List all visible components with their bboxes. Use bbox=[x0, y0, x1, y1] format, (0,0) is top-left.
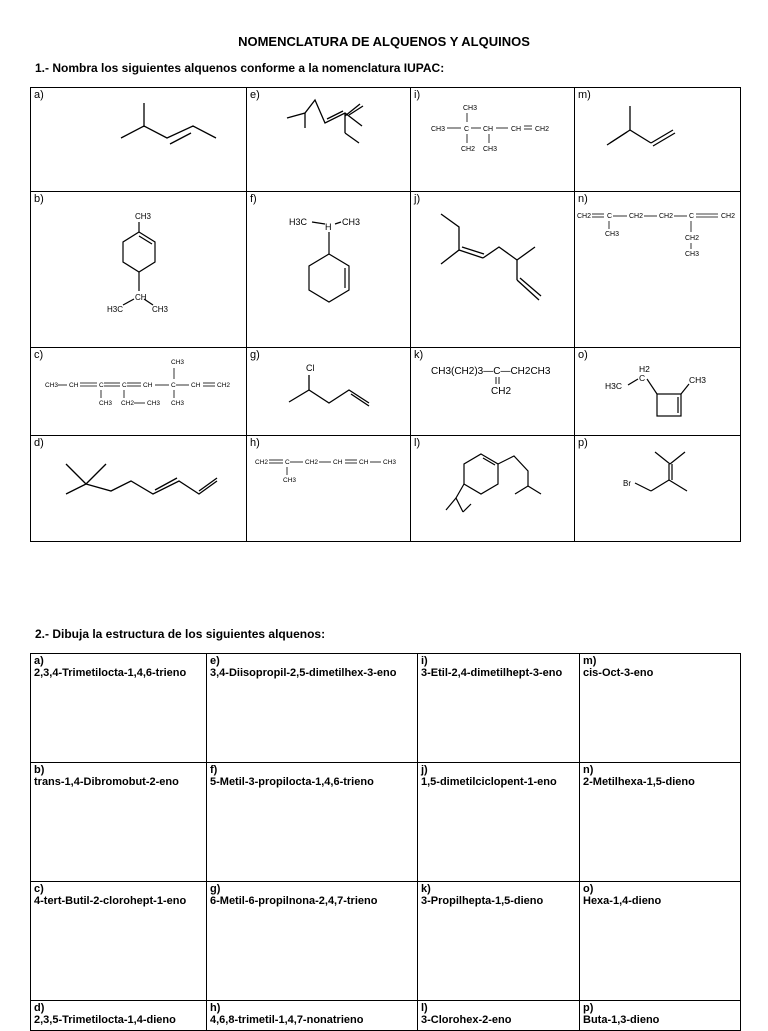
structure-k bbox=[411, 348, 575, 436]
structure-n bbox=[575, 192, 741, 348]
draw-cell[interactable] bbox=[207, 882, 418, 1001]
cell-label: b) bbox=[34, 764, 45, 776]
naming-table bbox=[30, 87, 741, 542]
compound-name: 6-Metil-6-propilnona-2,4,7-trieno bbox=[210, 895, 378, 907]
compound-name: cis-Oct-3-eno bbox=[583, 667, 654, 679]
svg-text:CH2: CH2 bbox=[577, 213, 592, 220]
label-cl: Cl bbox=[306, 363, 315, 373]
svg-text:CH3: CH3 bbox=[483, 146, 498, 153]
cell-label: d) bbox=[34, 1002, 45, 1014]
structure-e bbox=[247, 88, 411, 192]
cell-d bbox=[31, 436, 247, 542]
structure-f bbox=[247, 192, 411, 348]
structure-c bbox=[31, 348, 247, 436]
svg-text:C: C bbox=[464, 126, 470, 133]
svg-text:CH: CH bbox=[333, 459, 343, 466]
svg-text:CH: CH bbox=[191, 382, 201, 389]
svg-text:CH2: CH2 bbox=[461, 146, 476, 153]
structure-o bbox=[575, 348, 741, 436]
cell-label: f) bbox=[250, 193, 257, 205]
draw-cell[interactable] bbox=[580, 882, 741, 1001]
label-ch3-top: CH3 bbox=[135, 212, 152, 221]
compound-name: 4,6,8-trimetil-1,4,7-nonatrieno bbox=[210, 1014, 364, 1026]
structure-b bbox=[31, 192, 247, 348]
draw-cell[interactable] bbox=[31, 882, 207, 1001]
svg-text:CH2: CH2 bbox=[255, 459, 269, 466]
cell-label: e) bbox=[250, 89, 260, 101]
compound-name: 1,5-dimetilciclopent-1-eno bbox=[421, 776, 557, 788]
label-ch: CH bbox=[135, 293, 147, 302]
structure-i bbox=[411, 88, 575, 192]
svg-text:CH3: CH3 bbox=[99, 400, 113, 407]
cell-i bbox=[411, 88, 575, 192]
cell-h bbox=[247, 436, 411, 542]
draw-cell[interactable] bbox=[207, 1001, 418, 1031]
cell-p bbox=[575, 436, 741, 542]
svg-text:C: C bbox=[607, 213, 613, 220]
draw-cell[interactable] bbox=[418, 1001, 580, 1031]
svg-text:CH2: CH2 bbox=[305, 459, 319, 466]
compound-name: 3,4-Diisopropil-2,5-dimetilhex-3-eno bbox=[210, 667, 397, 679]
cell-label: l) bbox=[421, 1002, 428, 1014]
draw-cell[interactable] bbox=[207, 654, 418, 763]
cell-label: h) bbox=[250, 437, 260, 449]
cell-label: k) bbox=[414, 349, 424, 361]
cell-label: f) bbox=[210, 764, 218, 776]
cell-label: m) bbox=[578, 89, 591, 101]
draw-cell[interactable] bbox=[31, 654, 207, 763]
label-h: H bbox=[325, 222, 332, 232]
draw-cell[interactable] bbox=[31, 763, 207, 882]
svg-text:CH2: CH2 bbox=[217, 382, 231, 389]
label-h3c: H3C bbox=[605, 381, 623, 391]
structure-p bbox=[575, 436, 741, 542]
cell-label: p) bbox=[583, 1002, 594, 1014]
cell-label: o) bbox=[578, 349, 588, 361]
svg-text:CH: CH bbox=[69, 382, 79, 389]
label-h2: H2 bbox=[639, 364, 650, 374]
structure-h bbox=[247, 436, 411, 542]
svg-text:C: C bbox=[689, 213, 695, 220]
svg-text:CH3: CH3 bbox=[147, 400, 161, 407]
structure-a bbox=[31, 88, 247, 192]
svg-text:C: C bbox=[99, 382, 104, 389]
cell-label: i) bbox=[421, 655, 428, 667]
svg-text:CH3: CH3 bbox=[463, 105, 478, 112]
compound-name: 5-Metil-3-propilocta-1,4,6-trieno bbox=[210, 776, 374, 788]
svg-text:CH: CH bbox=[483, 126, 494, 133]
label-h3c: H3C bbox=[107, 305, 124, 314]
cell-label: k) bbox=[421, 883, 431, 895]
draw-cell[interactable] bbox=[580, 1001, 741, 1031]
cell-k bbox=[411, 348, 575, 436]
cell-f bbox=[247, 192, 411, 348]
compound-name: 2,3,4-Trimetilocta-1,4,6-trieno bbox=[34, 667, 187, 679]
svg-text:CH: CH bbox=[511, 126, 522, 133]
draw-cell[interactable] bbox=[580, 654, 741, 763]
compound-name: 3-Propilhepta-1,5-dieno bbox=[421, 895, 544, 907]
label-ch3: CH3 bbox=[689, 375, 707, 385]
cell-e bbox=[247, 88, 411, 192]
draw-cell[interactable] bbox=[580, 763, 741, 882]
cell-label: o) bbox=[583, 883, 594, 895]
compound-name: trans-1,4-Dibromobut-2-eno bbox=[34, 776, 179, 788]
compound-name: 3-Etil-2,4-dimetilhept-3-eno bbox=[421, 667, 563, 679]
label-c: C bbox=[639, 373, 646, 383]
svg-text:CH3: CH3 bbox=[171, 400, 185, 407]
svg-text:CH3: CH3 bbox=[171, 359, 185, 366]
label-h3c: H3C bbox=[289, 217, 308, 227]
svg-text:CH3: CH3 bbox=[45, 382, 59, 389]
svg-text:C: C bbox=[285, 459, 290, 466]
svg-text:CH2: CH2 bbox=[685, 235, 700, 242]
cell-label: e) bbox=[210, 655, 220, 667]
cell-label: n) bbox=[583, 764, 594, 776]
draw-cell[interactable] bbox=[31, 1001, 207, 1031]
cell-c bbox=[31, 348, 247, 436]
label-ch3: CH3 bbox=[342, 217, 361, 227]
svg-text:CH3: CH3 bbox=[685, 251, 700, 258]
svg-text:CH3: CH3 bbox=[431, 126, 446, 133]
svg-text:CH2: CH2 bbox=[659, 213, 674, 220]
structure-m bbox=[575, 88, 741, 192]
cell-label: j) bbox=[414, 193, 421, 205]
svg-text:CH2: CH2 bbox=[721, 213, 736, 220]
svg-text:CH3: CH3 bbox=[383, 459, 397, 466]
structure-l bbox=[411, 436, 575, 542]
cell-l bbox=[411, 436, 575, 542]
draw-cell[interactable] bbox=[418, 763, 580, 882]
drawing-table bbox=[30, 653, 741, 1031]
svg-text:C: C bbox=[122, 382, 127, 389]
structure-g bbox=[247, 348, 411, 436]
svg-text:CH3: CH3 bbox=[605, 231, 620, 238]
cell-label: p) bbox=[578, 437, 588, 449]
cell-label: g) bbox=[250, 349, 260, 361]
svg-text:CH: CH bbox=[143, 382, 153, 389]
cell-label: l) bbox=[414, 437, 421, 449]
svg-text:CH: CH bbox=[359, 459, 369, 466]
compound-name: Hexa-1,4-dieno bbox=[583, 895, 662, 907]
cell-m bbox=[575, 88, 741, 192]
draw-cell[interactable] bbox=[207, 763, 418, 882]
cell-n bbox=[575, 192, 741, 348]
cell-a bbox=[31, 88, 247, 192]
label-ch3: CH3 bbox=[152, 305, 169, 314]
cell-j bbox=[411, 192, 575, 348]
cell-o bbox=[575, 348, 741, 436]
svg-text:CH2: CH2 bbox=[629, 213, 644, 220]
label-br: Br bbox=[623, 479, 631, 488]
svg-text:C: C bbox=[171, 382, 176, 389]
compound-name: 2,3,5-Trimetilocta-1,4-dieno bbox=[34, 1014, 176, 1026]
svg-text:CH3: CH3 bbox=[283, 477, 297, 484]
cell-label: n) bbox=[578, 193, 588, 205]
compound-name: 4-tert-Butil-2-clorohept-1-eno bbox=[34, 895, 187, 907]
structure-j bbox=[411, 192, 575, 348]
compound-name: 2-Metilhexa-1,5-dieno bbox=[583, 776, 695, 788]
structure-d bbox=[31, 436, 247, 542]
cell-label: b) bbox=[34, 193, 44, 205]
compound-name: Buta-1,3-dieno bbox=[583, 1014, 660, 1026]
cell-label: a) bbox=[34, 655, 44, 667]
cell-g bbox=[247, 348, 411, 436]
cell-label: c) bbox=[34, 883, 44, 895]
worksheet-title: NOMENCLATURA DE ALQUENOS Y ALQUINOS bbox=[238, 34, 530, 49]
cell-label: h) bbox=[210, 1002, 221, 1014]
formula-k-sub: CH2 bbox=[491, 386, 512, 397]
compound-name: 3-Clorohex-2-eno bbox=[421, 1014, 512, 1026]
cell-label: i) bbox=[414, 89, 421, 101]
section1-heading: 1.- Nombra los siguientes alquenos conforme a la nomenclatura IUPAC: bbox=[35, 61, 445, 75]
svg-text:CH2: CH2 bbox=[535, 126, 550, 133]
cell-label: g) bbox=[210, 883, 221, 895]
cell-label: d) bbox=[34, 437, 44, 449]
formula-k: CH3(CH2)3—C—CH2CH3 bbox=[431, 366, 551, 377]
draw-cell[interactable] bbox=[418, 882, 580, 1001]
section2-heading: 2.- Dibuja la estructura de los siguientes alquenos: bbox=[35, 627, 326, 641]
draw-cell[interactable] bbox=[418, 654, 580, 763]
cell-label: m) bbox=[583, 655, 597, 667]
cell-label: a) bbox=[34, 89, 44, 101]
cell-label: c) bbox=[34, 349, 44, 361]
cell-b bbox=[31, 192, 247, 348]
cell-label: j) bbox=[421, 764, 428, 776]
svg-text:CH2: CH2 bbox=[121, 400, 135, 407]
